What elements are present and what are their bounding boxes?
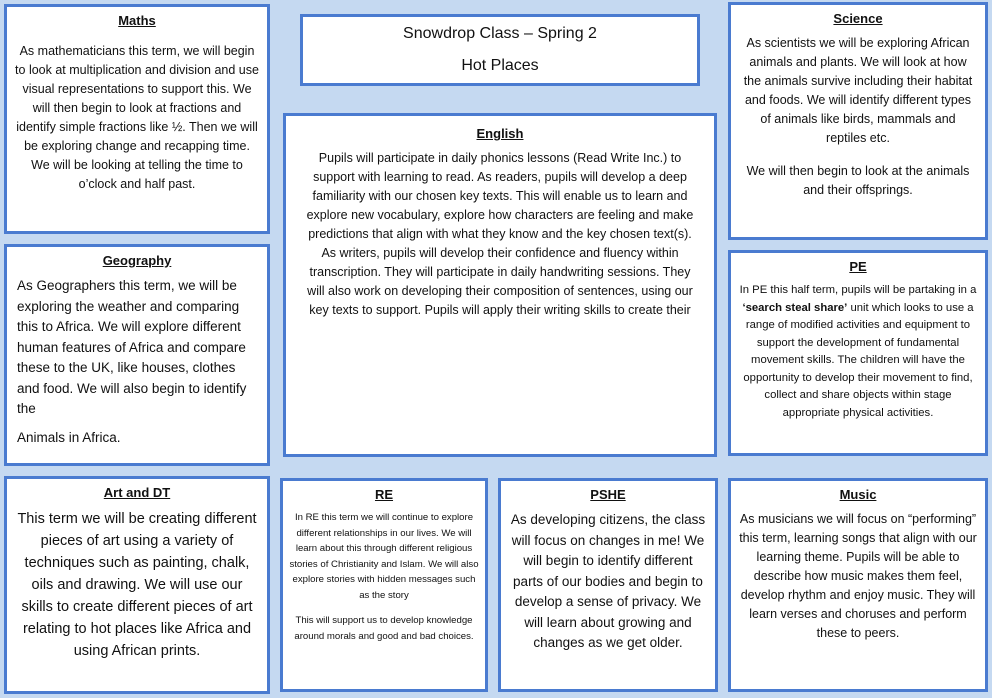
pe-text-bold: ‘search steal share’ xyxy=(742,301,848,314)
geography-box xyxy=(4,244,270,466)
science-text-2: We will then begin to look at the animals and their offsprings. xyxy=(746,164,970,197)
science-text: As scientists we will be exploring African animals and plants. We will look at how the animals survive including their habitat and foods. We will identify different types of animals like birds, mammals and reptiles etc. xyxy=(743,36,973,145)
maths-heading: Maths xyxy=(118,13,156,28)
geography-text: As Geographers this term, we will be exploring the weather and comparing this to Africa. We will explore different human features of Africa and compare these to the UK, like houses, clothes and food. We will also begin to identify the xyxy=(17,278,247,416)
music-text: As musicians we will focus on “performing” this term, learning songs that align with our learning theme. Pupils will be able to describe how music makes them feel, develop rhythm and enjoy music. They will learn verses and choruses and perform these to peers. xyxy=(739,512,977,640)
title-box xyxy=(300,14,700,86)
re-text-2: This will support us to develop knowledge around morals and good and bad choices. xyxy=(294,615,474,642)
re-box xyxy=(280,478,488,692)
pe-text-before: In PE this half term, pupils will be partaking in a xyxy=(739,284,977,296)
pe-text xyxy=(739,282,977,422)
title-line2: Hot Places xyxy=(461,57,539,74)
pshe-heading: PSHE xyxy=(590,487,626,502)
re-text: In RE this term we will continue to explore different relationships in our lives. We will learn about this through different religious stories of Christianity and Islam. We will also explore stories with hidden messages such as the story xyxy=(289,512,479,601)
art-heading: Art and DT xyxy=(103,485,171,500)
pshe-box xyxy=(498,478,718,692)
maths-box xyxy=(4,4,270,234)
pe-heading: PE xyxy=(849,259,867,274)
english-box xyxy=(283,113,717,457)
pe-text-after: unit which looks to use a range of modified activities and equipment to support the development of fundamental movement skills. The children will have the opportunity to develop their movement to find, collect and share objects within stage appropriate physical activities. xyxy=(743,301,974,419)
title-line1: Snowdrop Class – Spring 2 xyxy=(403,25,597,42)
maths-text: As mathematicians this term, we will begin to look at multiplication and division and use visual representations to support this. We will then begin to look at fractions and identify simple fractions like ½. Then we will be exploring change and recapping time. We will be looking at telling the time to o’clock and half past. xyxy=(15,44,259,191)
pshe-text: As developing citizens, the class will focus on changes in me! We will begin to identify different parts of our bodies and begin to develop a sense of privacy. We will learn about growing and changes as we get older. xyxy=(510,512,706,650)
music-box xyxy=(728,478,988,692)
geography-heading: Geography xyxy=(102,253,172,268)
music-heading: Music xyxy=(839,487,877,502)
art-box xyxy=(4,476,270,694)
science-heading: Science xyxy=(833,11,883,26)
geography-text-2: Animals in Africa. xyxy=(17,429,121,445)
english-text: Pupils will participate in daily phonics lessons (Read Write Inc.) to support with learning to read. As readers, pupils will develop a deep familiarity with our chosen key texts. This will enable us to learn and explore new vocabulary, explore how characters are feeling and make predictions that align with what they know and the key chosen text(s). As writers, pupils will develop their confidence and fluency within transcription. They will participate in daily handwriting sessions. They will also work on developing their composition of sentences, using our key texts to support. Pupils will apply their writing skills to create their xyxy=(306,151,694,317)
art-text: This term we will be creating different pieces of art using a variety of techniques such as painting, chalk, oils and drawing. We will use our skills to create different pieces of art relating to hot places like Africa and using African prints. xyxy=(17,511,257,659)
pe-box xyxy=(728,250,988,456)
re-heading: RE xyxy=(374,487,394,502)
science-box xyxy=(728,2,988,240)
english-heading: English xyxy=(476,126,524,141)
